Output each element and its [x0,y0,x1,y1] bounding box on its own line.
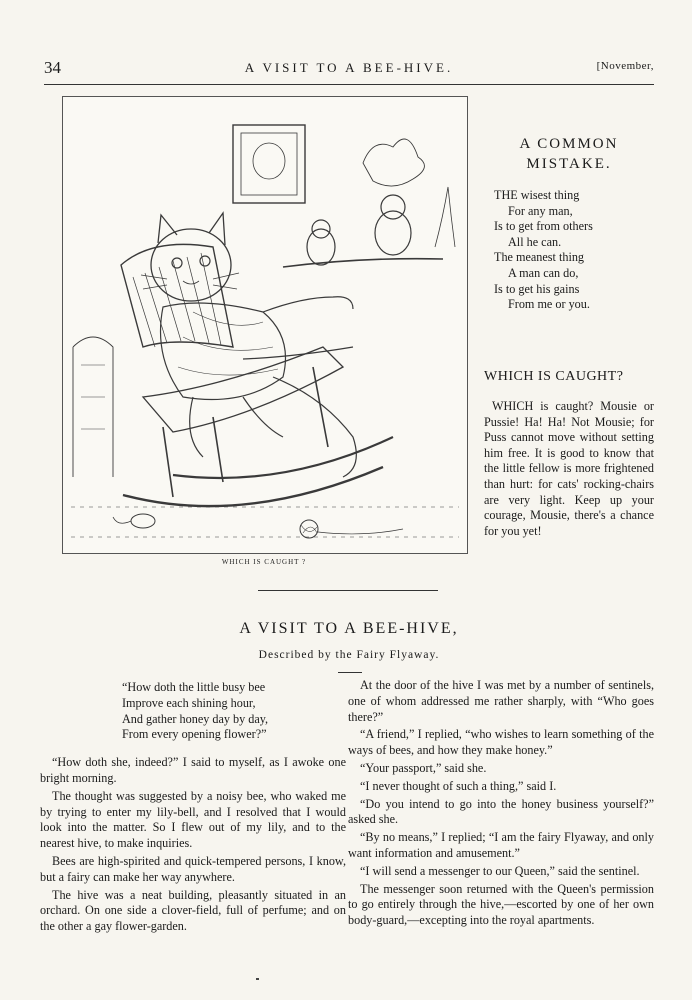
verse-line: “How doth the little busy bee [122,680,266,694]
paragraph: “I never thought of such a thing,” said I. [360,778,557,793]
illustration-caption: WHICH IS CAUGHT ? [221,558,307,566]
common-mistake-title [484,134,654,174]
paragraph: “How doth she, indeed?” I said to myself, as I awoke one bright morning. [40,755,346,785]
poem-line: From me or you. [508,297,590,312]
paragraph: “A friend,” I replied, “who wishes to learn something of the ways of bees, and how they make honey.” [348,727,654,758]
common-mistake-poem [494,188,664,313]
paragraph: “By no means,” I replied; “I am the fairy Flyaway, and only want information and amusement.” [348,830,654,860]
which-is-caught-title: WHICH IS CAUGHT? [484,369,624,384]
paragraph: The thought was suggested by a noisy bee, who waked me by trying to enter my lily-bell, and I resolved that I would look into the matter. So I flew out of my lily, and to the nearest hive, to make inquiries. [40,788,346,851]
poem-line: The meanest thing [494,250,585,265]
paragraph: “Do you intend to go into the honey business yourself?” asked she. [348,796,654,827]
paragraph: The hive was a neat building, pleasantly situated in an orchard. On one side a clover-field, full of perfume; and on the other a gay flower-garden. [40,887,346,934]
page-number: 34 [44,58,61,77]
section-divider [258,590,438,591]
paragraph: Bees are high-spirited and quick-tempered persons, I know, but a fairy can make her way anywhere. [40,853,346,884]
running-title: A VISIT TO A BEE-HIVE. [244,60,454,75]
poem-line: THE wisest thing [494,188,580,202]
subtitle-rule [338,672,362,673]
verse-line: And gather honey day by day, [122,711,269,726]
poem-line: Is to get his gains [494,281,580,296]
page-speck [256,978,259,980]
common-mistake-title-line1: A COMMON [519,136,619,152]
verse-line: Improve each shining hour, [122,695,256,710]
story-subtitle: Described by the Fairy Flyaway. [258,649,440,661]
cat-rocking-chair-engraving [62,96,468,554]
running-month: [November, [596,60,654,72]
running-head [44,58,654,80]
opening-verse [122,680,346,743]
header-rule [44,84,654,85]
common-mistake-title-line2: MISTAKE. [526,156,612,172]
story-left-column [40,680,346,937]
paragraph: At the door of the hive I was met by a number of sentinels, one of whom addressed me rather sharply, with “Who goes there?” [348,678,654,724]
poem-line: Is to get from others [494,219,593,234]
verse-line: From every opening flower?” [122,727,267,742]
paragraph: The messenger soon returned with the Queen's permission to go entirely through the hive,—escorted by one of her own body-guard,—excepting into the royal apartments. [348,881,654,928]
story-right-column [348,678,654,931]
which-is-caught-text: WHICH is caught? Mousie or Pussie! Ha! Ha! Not Mousie; for Puss cannot move without setting him free. It is good to know that the little fellow is more frightened than hurt: for cats' rocking-chairs are very light. Keep up your courage, Mousie, there's a chance for you yet! [484,399,654,538]
poem-line: A man can do, [508,265,579,280]
paragraph: “Your passport,” said she. [360,760,487,775]
paragraph: “I will send a messenger to our Queen,” said the sentinel. [360,863,640,878]
poem-line: For any man, [508,203,573,218]
poem-line: All he can. [508,234,562,249]
story-title: A VISIT TO A BEE-HIVE, [239,620,459,637]
